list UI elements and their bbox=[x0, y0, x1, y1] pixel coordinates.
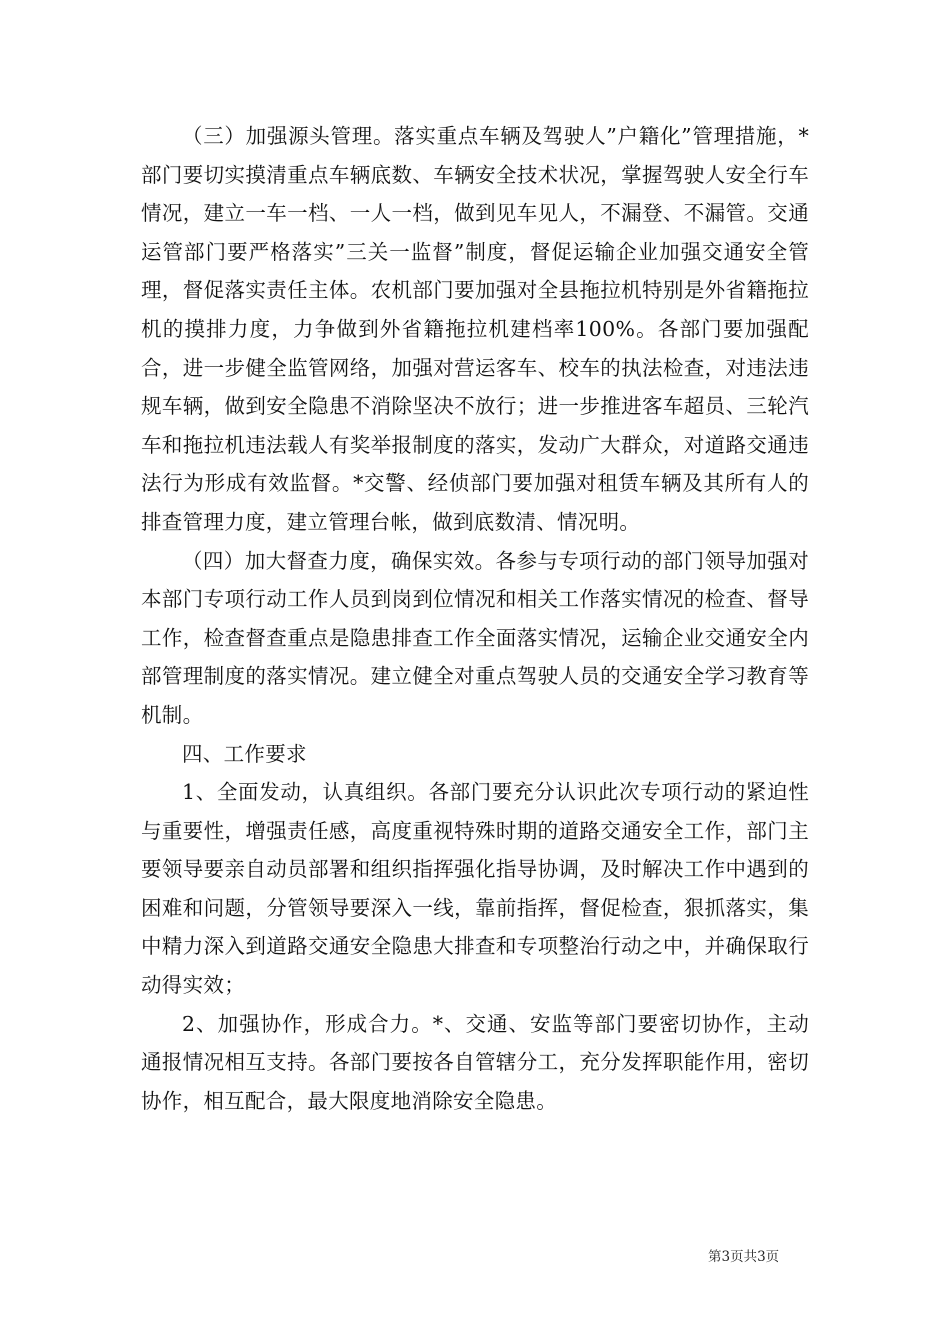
page-number-footer: 第3页共3页 bbox=[708, 1249, 780, 1265]
paragraph-requirement-2: 2、加强协作，形成合力。*、交通、安监等部门要密切协作，主动通报情况相互支持。各部门要按各自管辖分工，充分发挥职能作用，密切协作，相互配合，最大限度地消除安全隐患。 bbox=[141, 1011, 809, 1113]
section-heading-work-requirements: 四、工作要求 bbox=[182, 741, 307, 766]
paragraph-requirement-1: 1、全面发动，认真组织。各部门要充分认识此次专项行动的紧迫性与重要性，增强责任感，高度重视特殊时期的道路交通安全工作，部门主要领导要亲自动员部署和组织指挥强化指导协调，及时解决工作中遇到的困难和问题，分管领导要深入一线，靠前指挥，督促检查，狠抓落实，集中精力深入到道路交通安全隐患大排查和专项整治行动之中，并确保取行动得实效； bbox=[141, 780, 809, 998]
document-body bbox=[141, 117, 809, 1120]
paragraph-source-management: （三）加强源头管理。落实重点车辆及驾驶人”户籍化”管理措施，*部门要切实摸清重点车辆底数、车辆安全技术状况，掌握驾驶人安全行车情况，建立一车一档、一人一档，做到见车见人，不漏登、不漏管。交通运管部门要严格落实”三关一监督”制度，督促运输企业加强交通安全管理，督促落实责任主体。农机部门要加强对全县拖拉机特别是外省籍拖拉机的摸排力度，力争做到外省籍拖拉机建档率100%。各部门要加强配合，进一步健全监管网络，加强对营运客车、校车的执法检查，对违法违规车辆，做到安全隐患不消除坚决不放行；进一步推进客车超员、三轮汽车和拖拉机违法载人有奖举报制度的落实，发动广大群众，对道路交通违法行为形成有效监督。*交警、经侦部门要加强对租赁车辆及其所有人的排查管理力度，建立管理台帐，做到底数清、情况明。 bbox=[141, 124, 809, 534]
paragraph-supervision: （四）加大督查力度，确保实效。各参与专项行动的部门领导加强对本部门专项行动工作人员到岗到位情况和相关工作落实情况的检查、督导工作，检查督查重点是隐患排查工作全面落实情况，运输企业交通安全内部管理制度的落实情况。建立健全对重点驾驶人员的交通安全学习教育等机制。 bbox=[141, 548, 809, 727]
